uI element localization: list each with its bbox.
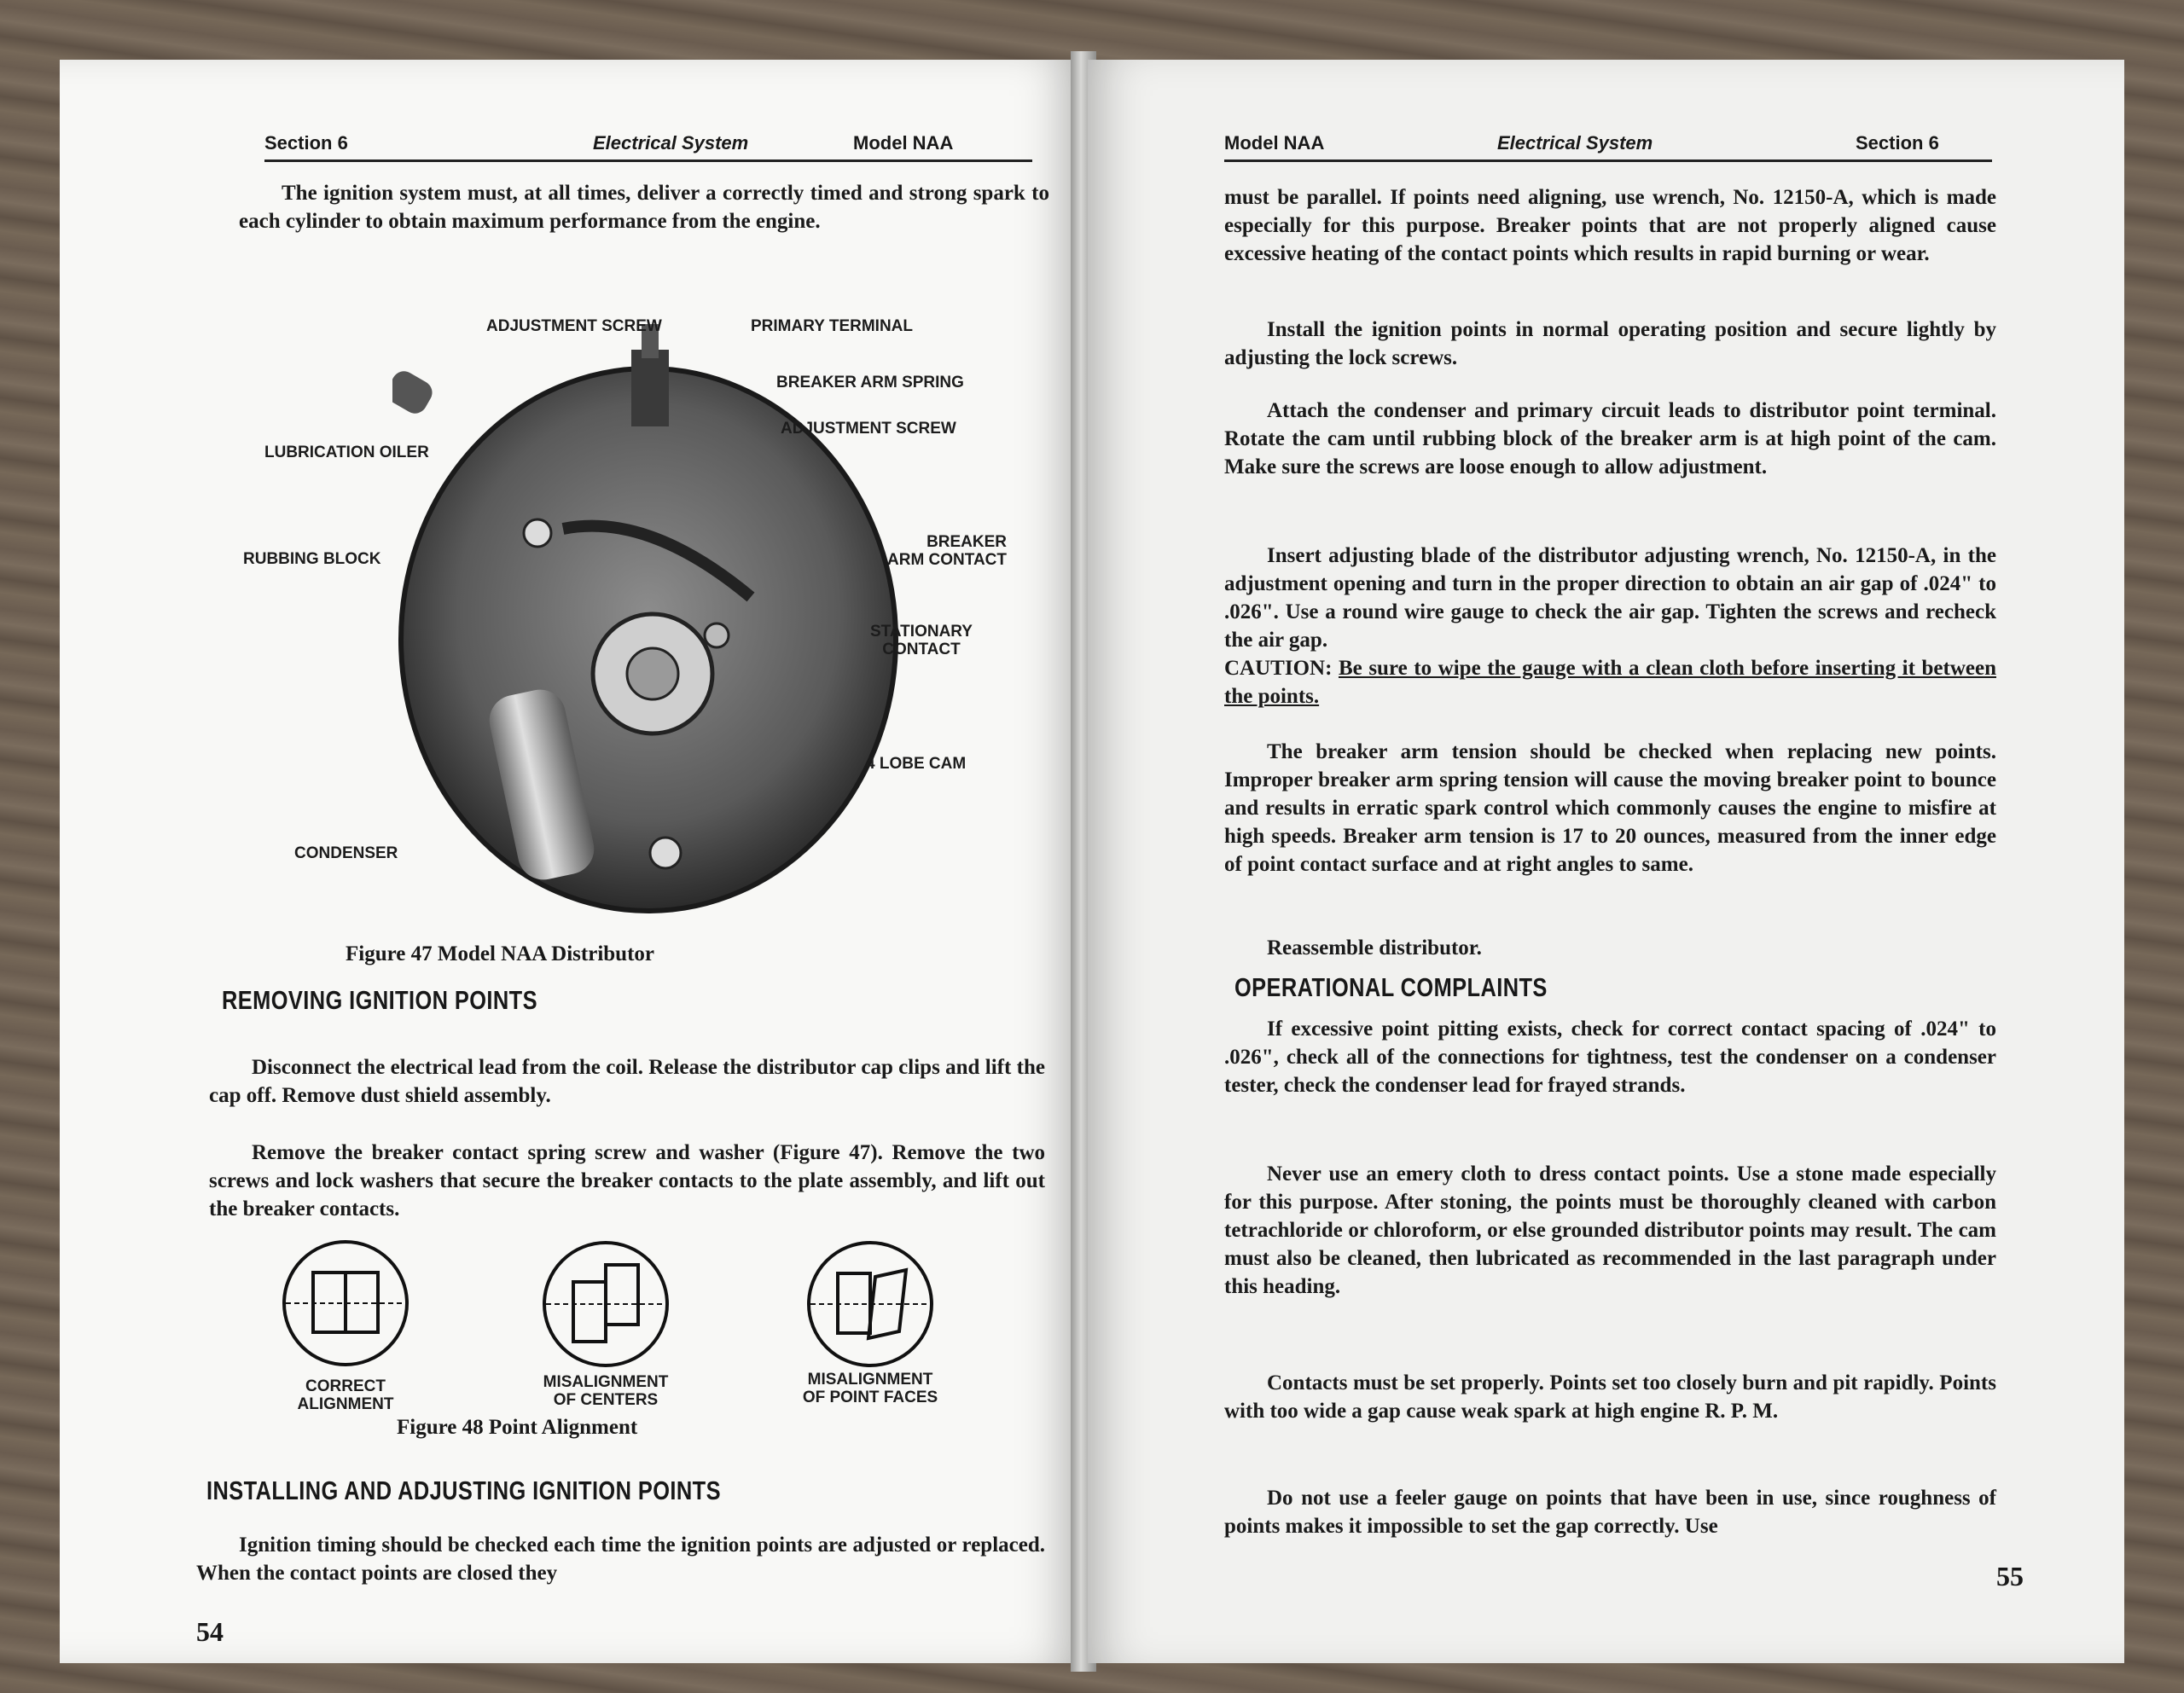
- header-title: Electrical System: [1497, 132, 1653, 154]
- label-misalignment-faces: MISALIGNMENT OF POINT FACES: [802, 1371, 938, 1406]
- figure-48-caption: Figure 48 Point Alignment: [397, 1416, 638, 1439]
- paragraph-must-be-parallel: must be parallel. If points need aligning, use wrench, No. 12150-A, which is made especially for this purpose. Breaker points that are not properly aligned cause excessive heating of the contact points which results in rapid burning or wear.: [1224, 186, 1996, 265]
- label-misalignment-centers: MISALIGNMENT OF CENTERS: [543, 1373, 669, 1409]
- page-number-right: 55: [1996, 1561, 2024, 1592]
- header-section: Section 6: [1856, 132, 1939, 154]
- paragraph-insert-blade: Insert adjusting blade of the distributor adjusting wrench, No. 12150-A, in the adjustment opening and turn in the proper direction to obtain an air gap of .024" to .026". Use a round wire gauge to check the air gap. Tighten the screws and recheck the air gap.: [1224, 544, 1996, 652]
- distributor-illustration: [392, 316, 921, 930]
- installing-paragraph-1: Ignition timing should be checked each time the ignition points are adjusted or replaced. When the contact points are closed they: [196, 1534, 1045, 1585]
- header-model: Model NAA: [1224, 132, 1325, 154]
- left-page: [60, 60, 1079, 1663]
- label-stationary-contact: STATIONARY CONTACT: [870, 623, 973, 658]
- right-page-header: [1224, 119, 1992, 162]
- paragraph-feeler-gauge: Do not use a feeler gauge on points that have been in use, since roughness of points makes it impossible to set the gap correctly. Use: [1224, 1487, 1996, 1538]
- caution-note: CAUTION: Be sure to wipe the gauge with a clean cloth before inserting it between the points.: [1224, 657, 1996, 708]
- paragraph-emery-cloth: Never use an emery cloth to dress contact points. Use a stone made especially for this purpose. After stoning, the points must be thoroughly cleaned with carbon tetrachloride or chloroform, or else grounded distributor points may result. The cam must also be cleaned, then lubricated as recommended in the last paragraph under this heading.: [1224, 1162, 1996, 1298]
- label-breaker-arm-contact: BREAKER ARM CONTACT: [887, 533, 1008, 569]
- label-4-lobe-cam: 4 LOBE CAM: [866, 755, 967, 773]
- label-lubrication-oiler: LUBRICATION OILER: [264, 444, 429, 461]
- paragraph-install-points: Install the ignition points in normal operating position and secure lightly by adjusting the lock screws.: [1224, 318, 1996, 369]
- removing-paragraph-2: Remove the breaker contact spring screw and washer (Figure 47). Remove the two screws and lock washers that secure the breaker contacts to the plate assembly, and lift out the breaker contacts.: [209, 1141, 1045, 1220]
- label-breaker-arm-spring: BREAKER ARM SPRING: [776, 374, 964, 391]
- header-title: Electrical System: [593, 132, 749, 154]
- label-condenser: CONDENSER: [294, 844, 398, 862]
- misalignment-faces-diagram: [793, 1232, 947, 1373]
- header-model: Model NAA: [853, 132, 954, 154]
- removing-paragraph-1: Disconnect the electrical lead from the coil. Release the distributor cap clips and lift the cap off. Remove dust shield assembly.: [209, 1056, 1045, 1107]
- label-correct-alignment: CORRECT ALIGNMENT: [297, 1377, 394, 1413]
- header-section: Section 6: [264, 132, 348, 154]
- heading-removing-ignition-points: REMOVING IGNITION POINTS: [222, 985, 537, 1015]
- paragraph-attach-condenser: Attach the condenser and primary circuit leads to distributor point terminal. Rotate the cam until rubbing block of the breaker arm is at high point of the cam. Make sure the screws are loose enough to allow adjustment.: [1224, 399, 1996, 478]
- misalignment-centers-diagram: [529, 1232, 682, 1373]
- label-rubbing-block: RUBBING BLOCK: [243, 550, 381, 568]
- right-page: [1088, 60, 2124, 1663]
- paragraph-reassemble: Reassemble distributor.: [1267, 936, 1482, 960]
- heading-installing-adjusting: INSTALLING AND ADJUSTING IGNITION POINTS: [206, 1476, 721, 1505]
- label-primary-terminal: PRIMARY TERMINAL: [751, 317, 913, 335]
- paragraph-point-pitting: If excessive point pitting exists, check for correct contact spacing of .024" to .026", check all of the connections for tightness, test the condenser on a condenser tester, check the condenser lead for frayed strands.: [1224, 1018, 1996, 1097]
- left-page-header: [264, 119, 1032, 162]
- label-adjustment-screw-right: ADJUSTMENT SCREW: [781, 420, 956, 438]
- correct-alignment-diagram: [269, 1237, 422, 1373]
- figure-47-caption: Figure 47 Model NAA Distributor: [346, 942, 655, 965]
- page-number-left: 54: [196, 1616, 224, 1647]
- intro-paragraph: The ignition system must, at all times, deliver a correctly timed and strong spark to each cylinder to obtain maximum performance from the engine.: [239, 182, 1049, 233]
- paragraph-breaker-tension: The breaker arm tension should be checked when replacing new points. Improper breaker arm spring tension will cause the moving breaker point to bounce and results in erratic spark control which commonly causes the engine to misfire at high speeds. Breaker arm tension is 17 to 20 ounces, measured from the inner edge of point contact surface and at right angles to same.: [1224, 740, 1996, 876]
- label-adjustment-screw-top: ADJUSTMENT SCREW: [486, 317, 662, 335]
- paragraph-contacts-set: Contacts must be set properly. Points set too closely burn and pit rapidly. Points with too wide a gap cause weak spark at high engine R. P. M.: [1224, 1371, 1996, 1423]
- heading-operational-complaints: OPERATIONAL COMPLAINTS: [1234, 972, 1548, 1002]
